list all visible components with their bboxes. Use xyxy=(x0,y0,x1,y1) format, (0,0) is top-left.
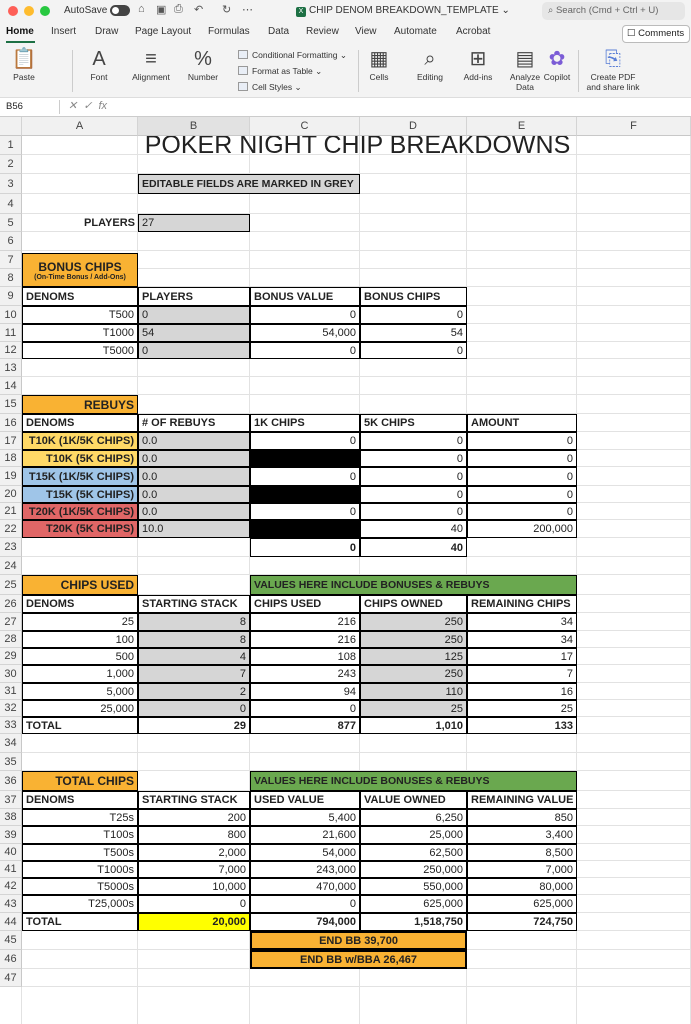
row-header-30[interactable]: 30 xyxy=(0,665,22,683)
row-header-44[interactable]: 44 xyxy=(0,913,22,931)
rebuy-cell[interactable]: 0 xyxy=(250,503,360,520)
total-chips-cell[interactable]: 243,000 xyxy=(250,861,360,878)
row-header-25[interactable]: 25 xyxy=(0,575,22,595)
total-chips-col-header[interactable]: STARTING STACK xyxy=(138,791,250,809)
rebuy-cell[interactable] xyxy=(250,450,360,467)
chips-used-note[interactable]: VALUES HERE INCLUDE BONUSES & REBUYS xyxy=(250,575,577,595)
chips-owned-input[interactable]: 250 xyxy=(360,613,467,631)
row-header-15[interactable]: 15 xyxy=(0,395,22,414)
total-chips-col-header[interactable]: REMAINING VALUE xyxy=(467,791,577,809)
comments-label: Comments xyxy=(638,28,685,39)
conditional-formatting-icon xyxy=(238,50,248,59)
column-header-f[interactable]: F xyxy=(577,117,691,136)
row-header-16[interactable]: 16 xyxy=(0,414,22,432)
gridline-horizontal xyxy=(22,752,691,753)
tab-formulas[interactable]: Formulas xyxy=(208,26,250,37)
chips-used-cell[interactable]: 108 xyxy=(250,648,360,665)
row-header-21[interactable]: 21 xyxy=(0,503,22,520)
cell-styles-icon xyxy=(238,82,248,91)
row-header-12[interactable]: 12 xyxy=(0,342,22,359)
maximize-window-button[interactable] xyxy=(40,6,50,16)
table-icon xyxy=(238,66,248,75)
comments-button[interactable] xyxy=(622,25,690,43)
bonus-cell[interactable]: 0 xyxy=(250,342,360,359)
rebuy-count-input[interactable]: 0.0 xyxy=(138,503,250,520)
row-header-37[interactable]: 37 xyxy=(0,791,22,809)
total-chips-cell[interactable]: T25s xyxy=(22,809,138,826)
ribbon-separator xyxy=(358,50,359,92)
total-chips-col-header[interactable]: DENOMS xyxy=(22,791,138,809)
analyze-data-button[interactable] xyxy=(506,46,544,92)
bonus-col-header[interactable]: DENOMS xyxy=(22,287,138,306)
row-header-19[interactable]: 19 xyxy=(0,467,22,486)
tab-insert[interactable]: Insert xyxy=(51,26,77,37)
total-chips-cell[interactable]: 625,000 xyxy=(360,895,467,913)
chips-used-cell[interactable]: 16 xyxy=(467,683,577,700)
rebuy-cell[interactable]: 0 xyxy=(250,467,360,486)
rebuy-cell[interactable]: 0 xyxy=(360,432,467,450)
tab-review[interactable]: Review xyxy=(306,26,339,37)
total-chips-total[interactable]: 724,750 xyxy=(467,913,577,931)
gridline-horizontal xyxy=(22,986,691,987)
total-chips-total[interactable]: 1,518,750 xyxy=(360,913,467,931)
alignment-label: Alignment xyxy=(132,72,170,82)
editing-label: Editing xyxy=(417,72,443,82)
copilot-label: Copilot xyxy=(543,72,571,82)
comment-icon: ☐ xyxy=(627,28,639,39)
row-header-38[interactable]: 38 xyxy=(0,809,22,826)
row-header-47[interactable]: 47 xyxy=(0,969,22,987)
rebuy-denom-label[interactable]: T15K (5K CHIPS) xyxy=(22,486,138,503)
number-label: Number xyxy=(187,72,219,82)
chips-used-cell[interactable]: 17 xyxy=(467,648,577,665)
row-header-28[interactable]: 28 xyxy=(0,631,22,648)
cells-icon: ▦ xyxy=(369,48,389,70)
paste-label: Paste xyxy=(13,72,35,82)
chips-owned-input[interactable]: 110 xyxy=(360,683,467,700)
row-header-33[interactable]: 33 xyxy=(0,717,22,734)
row-header-14[interactable]: 14 xyxy=(0,377,22,395)
chips-used-col-header[interactable]: REMAINING CHIPS xyxy=(467,595,577,613)
copilot-icon: ✿ xyxy=(548,48,566,70)
rebuy-cell[interactable]: 0 xyxy=(467,503,577,520)
chips-used-cell[interactable]: 7 xyxy=(467,665,577,683)
document-title-text: CHIP DENOM BREAKDOWN_TEMPLATE xyxy=(309,5,499,16)
row-header-4[interactable]: 4 xyxy=(0,194,22,214)
rebuy-count-input[interactable]: 0.0 xyxy=(138,467,250,486)
row-header-23[interactable]: 23 xyxy=(0,538,22,557)
chips-used-cell[interactable]: 34 xyxy=(467,631,577,648)
rebuy-cell[interactable] xyxy=(250,520,360,538)
rebuy-cell[interactable]: 0 xyxy=(360,467,467,486)
starting-stack-input[interactable]: 0 xyxy=(138,700,250,717)
rebuys-col-header[interactable]: AMOUNT xyxy=(467,414,577,432)
total-chips-cell[interactable]: 800 xyxy=(138,826,250,844)
row-header-42[interactable]: 42 xyxy=(0,878,22,895)
starting-stack-input[interactable]: 4 xyxy=(138,648,250,665)
analyze-data-icon: ▤ xyxy=(515,48,535,70)
total-chips-cell[interactable]: 0 xyxy=(138,895,250,913)
search-box[interactable] xyxy=(542,2,685,20)
rebuy-denom-label[interactable]: T20K (1K/5K CHIPS) xyxy=(22,503,138,520)
total-chips-col-header[interactable]: USED VALUE xyxy=(250,791,360,809)
magnifier-icon: ⌕ xyxy=(424,48,436,70)
bonus-cell[interactable]: 0 xyxy=(360,342,467,359)
bonus-col-header[interactable]: PLAYERS xyxy=(138,287,250,306)
close-window-button[interactable] xyxy=(8,6,18,16)
total-chips-cell[interactable]: 2,000 xyxy=(138,844,250,861)
rebuy-cell[interactable]: 0 xyxy=(250,432,360,450)
total-chips-cell[interactable]: 550,000 xyxy=(360,878,467,895)
fx-label: fx xyxy=(98,100,107,112)
bonus-chips-title: BONUS CHIPS xyxy=(38,259,122,274)
bonus-chips-header[interactable] xyxy=(22,253,138,287)
row-header-2[interactable]: 2 xyxy=(0,155,22,174)
total-chips-cell[interactable]: 200 xyxy=(138,809,250,826)
chips-used-total[interactable]: 133 xyxy=(467,717,577,734)
search-icon: ⌕ xyxy=(548,5,556,16)
cell-styles-label: Cell Styles xyxy=(252,82,293,92)
document-title[interactable]: X CHIP DENOM BREAKDOWN_TEMPLATE ⌄ xyxy=(296,5,510,17)
conditional-formatting-button[interactable]: Conditional Formatting ⌄ xyxy=(238,50,347,61)
chips-owned-input[interactable]: 250 xyxy=(360,665,467,683)
create-pdf-button[interactable] xyxy=(584,46,642,92)
chips-used-total[interactable]: 877 xyxy=(250,717,360,734)
rebuys-header[interactable]: REBUYS xyxy=(22,395,138,414)
row-header-5[interactable]: 5 xyxy=(0,214,22,232)
rebuy-cell[interactable]: 0 xyxy=(467,486,577,503)
add-ins-icon: ⊞ xyxy=(469,48,487,70)
total-chips-note[interactable]: VALUES HERE INCLUDE BONUSES & REBUYS xyxy=(250,771,577,791)
column-header-b[interactable]: B xyxy=(138,117,250,136)
chips-used-cell[interactable]: 25 xyxy=(467,700,577,717)
rebuys-col-header[interactable]: 5K CHIPS xyxy=(360,414,467,432)
chips-used-col-header[interactable]: CHIPS OWNED xyxy=(360,595,467,613)
column-header-e[interactable]: E xyxy=(467,117,577,136)
excel-icon: X xyxy=(296,7,306,17)
gridline-horizontal xyxy=(22,250,691,251)
total-chips-cell[interactable]: 850 xyxy=(467,809,577,826)
end-bb-with-bba-result[interactable]: END BB w/BBA 26,467 xyxy=(250,950,467,969)
row-header-36[interactable]: 36 xyxy=(0,771,22,791)
row-header-43[interactable]: 43 xyxy=(0,895,22,913)
number-button[interactable] xyxy=(184,46,222,82)
rebuy-count-input[interactable]: 0.0 xyxy=(138,486,250,503)
players-label[interactable]: PLAYERS xyxy=(84,217,135,229)
chips-used-cell[interactable]: 216 xyxy=(250,631,360,648)
percent-icon: % xyxy=(194,48,212,70)
bonus-cell[interactable]: 0 xyxy=(250,306,360,324)
rebuy-cell[interactable]: 200,000 xyxy=(467,520,577,538)
format-as-table-label: Format as Table xyxy=(252,66,313,76)
chips-used-total[interactable]: TOTAL xyxy=(22,717,138,734)
rebuy-count-input[interactable]: 0.0 xyxy=(138,450,250,467)
rebuys-col-header[interactable]: # OF REBUYS xyxy=(138,414,250,432)
chips-used-col-header[interactable]: STARTING STACK xyxy=(138,595,250,613)
total-chips-total[interactable]: 794,000 xyxy=(250,913,360,931)
sheet-title[interactable]: POKER NIGHT CHIP BREAKDOWNS xyxy=(144,136,571,155)
total-chips-cell[interactable]: 0 xyxy=(250,895,360,913)
tab-home[interactable]: Home xyxy=(6,26,34,37)
column-header-a[interactable]: A xyxy=(22,117,138,136)
total-chips-header[interactable]: TOTAL CHIPS xyxy=(22,771,138,791)
tab-view[interactable]: View xyxy=(355,26,377,37)
row-header-20[interactable]: 20 xyxy=(0,486,22,503)
ribbon-separator xyxy=(72,50,73,92)
chips-used-cell[interactable]: 500 xyxy=(22,648,138,665)
row-header-17[interactable]: 17 xyxy=(0,432,22,450)
bonus-col-header[interactable]: BONUS VALUE xyxy=(250,287,360,306)
chips-used-cell[interactable]: 94 xyxy=(250,683,360,700)
bonus-chips-subtitle: (On-Time Bonus / Add-Ons) xyxy=(34,273,126,281)
total-chips-cell[interactable]: 5,400 xyxy=(250,809,360,826)
bonus-cell[interactable]: T500 xyxy=(22,306,138,324)
chips-used-cell[interactable]: 1,000 xyxy=(22,665,138,683)
chips-owned-input[interactable]: 25 xyxy=(360,700,467,717)
total-chips-cell[interactable]: T500s xyxy=(22,844,138,861)
row-header-40[interactable]: 40 xyxy=(0,844,22,861)
chips-used-cell[interactable]: 100 xyxy=(22,631,138,648)
column-header-d[interactable]: D xyxy=(360,117,467,136)
minimize-window-button[interactable] xyxy=(24,6,34,16)
row-header-45[interactable]: 45 xyxy=(0,931,22,950)
font-button[interactable] xyxy=(82,46,116,82)
total-chips-cell[interactable]: T5000s xyxy=(22,878,138,895)
total-chips-cell[interactable]: 8,500 xyxy=(467,844,577,861)
row-header-29[interactable]: 29 xyxy=(0,648,22,665)
rebuy-denom-label[interactable]: T20K (5K CHIPS) xyxy=(22,520,138,538)
row-header-3[interactable]: 3 xyxy=(0,174,22,194)
rebuy-cell[interactable]: 0 xyxy=(467,467,577,486)
bonus-cell[interactable]: 54,000 xyxy=(250,324,360,342)
name-box[interactable]: B56 xyxy=(2,100,60,114)
chips-used-cell[interactable]: 216 xyxy=(250,613,360,631)
bonus-cell[interactable]: T1000 xyxy=(22,324,138,342)
row-header-7[interactable]: 7 xyxy=(0,251,22,269)
row-header-46[interactable]: 46 xyxy=(0,950,22,969)
rebuys-total-5k[interactable]: 40 xyxy=(360,538,467,557)
rebuy-count-input[interactable]: 10.0 xyxy=(138,520,250,538)
total-chips-cell[interactable]: 25,000 xyxy=(360,826,467,844)
row-header-13[interactable]: 13 xyxy=(0,359,22,377)
tab-draw[interactable]: Draw xyxy=(95,26,119,37)
row-header-10[interactable]: 10 xyxy=(0,306,22,324)
end-bb-result[interactable]: END BB 39,700 xyxy=(250,931,467,950)
rebuy-denom-label[interactable]: T15K (1K/5K CHIPS) xyxy=(22,467,138,486)
row-header-24[interactable]: 24 xyxy=(0,557,22,575)
chips-owned-input[interactable]: 250 xyxy=(360,631,467,648)
row-header-41[interactable]: 41 xyxy=(0,861,22,878)
total-chips-col-header[interactable]: VALUE OWNED xyxy=(360,791,467,809)
bonus-col-header[interactable]: BONUS CHIPS xyxy=(360,287,467,306)
editable-fields-note[interactable]: EDITABLE FIELDS ARE MARKED IN GREY xyxy=(138,174,360,194)
home-icon[interactable]: ⌂ xyxy=(138,3,145,15)
chips-used-cell[interactable]: 0 xyxy=(250,700,360,717)
clipboard-icon: 📋 xyxy=(11,48,37,70)
chips-used-col-header[interactable]: DENOMS xyxy=(22,595,138,613)
cells-button[interactable] xyxy=(364,46,394,82)
row-header-31[interactable]: 31 xyxy=(0,683,22,700)
add-ins-button[interactable] xyxy=(460,46,496,82)
row-header-8[interactable]: 8 xyxy=(0,269,22,287)
row-header-11[interactable]: 11 xyxy=(0,324,22,342)
search-placeholder: Search (Cmd + Ctrl + U) xyxy=(555,5,659,16)
save-icon[interactable]: ▣ xyxy=(156,4,167,16)
total-chips-cell[interactable]: 250,000 xyxy=(360,861,467,878)
total-chips-cell[interactable]: 625,000 xyxy=(467,895,577,913)
row-header-6[interactable]: 6 xyxy=(0,232,22,251)
rebuy-cell[interactable] xyxy=(250,486,360,503)
cells-label: Cells xyxy=(369,72,389,82)
rebuys-col-header[interactable]: DENOMS xyxy=(22,414,138,432)
function-icon[interactable] xyxy=(68,99,107,112)
column-header-c[interactable]: C xyxy=(250,117,360,136)
starting-stack-input[interactable]: 7 xyxy=(138,665,250,683)
row-header-26[interactable]: 26 xyxy=(0,595,22,613)
tab-page-layout[interactable]: Page Layout xyxy=(135,26,192,37)
chips-used-cell[interactable]: 25 xyxy=(22,613,138,631)
tab-data[interactable]: Data xyxy=(268,26,290,37)
rebuy-cell[interactable]: 0 xyxy=(467,450,577,467)
confirm-icon[interactable]: ✓ xyxy=(83,100,93,112)
active-tab-indicator xyxy=(6,41,35,43)
chips-used-total[interactable]: 29 xyxy=(138,717,250,734)
ribbon-separator xyxy=(578,50,579,92)
row-header-18[interactable]: 18 xyxy=(0,450,22,467)
total-chips-cell[interactable]: 80,000 xyxy=(467,878,577,895)
rebuy-cell[interactable]: 0 xyxy=(467,432,577,450)
more-icon[interactable]: ⋯ xyxy=(242,4,253,16)
total-chips-cell[interactable]: 62,500 xyxy=(360,844,467,861)
total-chips-cell[interactable]: 6,250 xyxy=(360,809,467,826)
chips-used-total[interactable]: 1,010 xyxy=(360,717,467,734)
rebuy-cell[interactable]: 40 xyxy=(360,520,467,538)
row-header-9[interactable]: 9 xyxy=(0,287,22,306)
bonus-players-input[interactable]: 0 xyxy=(138,306,250,324)
rebuy-count-input[interactable]: 0.0 xyxy=(138,432,250,450)
starting-stack-input[interactable]: 8 xyxy=(138,613,250,631)
redo-icon[interactable]: ↻ xyxy=(222,4,232,16)
undo-icon[interactable]: ↶ xyxy=(194,4,204,16)
format-as-table-button[interactable]: Format as Table ⌄ xyxy=(238,66,322,77)
bonus-players-input[interactable]: 54 xyxy=(138,324,250,342)
alignment-button[interactable] xyxy=(128,46,174,82)
tab-automate[interactable]: Automate xyxy=(394,26,437,37)
row-header-27[interactable]: 27 xyxy=(0,613,22,631)
chips-used-cell[interactable]: 5,000 xyxy=(22,683,138,700)
row-header-1[interactable]: 1 xyxy=(0,136,22,155)
total-chips-total[interactable]: 20,000 xyxy=(138,913,250,931)
chips-used-header[interactable]: CHIPS USED xyxy=(22,575,138,595)
row-header-32[interactable]: 32 xyxy=(0,700,22,717)
pdf-icon: ⎘ xyxy=(605,48,621,70)
print-icon[interactable]: ⎙ xyxy=(174,3,183,15)
ribbon-tabs xyxy=(0,22,691,44)
font-label: Font xyxy=(90,72,108,82)
row-header-35[interactable]: 35 xyxy=(0,753,22,771)
add-ins-label: Add-ins xyxy=(463,72,493,82)
bonus-cell[interactable]: 54 xyxy=(360,324,467,342)
players-input[interactable]: 27 xyxy=(138,214,250,232)
analyze-data-label: Analyze Data xyxy=(509,72,541,92)
rebuy-cell[interactable]: 0 xyxy=(360,486,467,503)
total-chips-cell[interactable]: 21,600 xyxy=(250,826,360,844)
chips-used-cell[interactable]: 243 xyxy=(250,665,360,683)
spreadsheet-grid[interactable] xyxy=(0,117,691,1024)
rebuy-cell[interactable]: 0 xyxy=(360,503,467,520)
font-icon: A xyxy=(92,48,106,70)
gridline-horizontal xyxy=(22,376,691,377)
paste-button[interactable] xyxy=(6,46,42,82)
total-chips-cell[interactable]: 470,000 xyxy=(250,878,360,895)
row-header-39[interactable]: 39 xyxy=(0,826,22,844)
select-all-corner[interactable] xyxy=(0,117,22,136)
cancel-icon[interactable]: ✕ xyxy=(68,100,78,112)
rebuy-cell[interactable]: 0 xyxy=(360,450,467,467)
total-chips-cell[interactable]: T25,000s xyxy=(22,895,138,913)
alignment-icon: ≡ xyxy=(145,48,157,70)
rebuys-total-1k[interactable]: 0 xyxy=(250,538,360,557)
title-bar xyxy=(0,0,691,22)
starting-stack-input[interactable]: 8 xyxy=(138,631,250,648)
rebuy-denom-label[interactable]: T10K (1K/5K CHIPS) xyxy=(22,432,138,450)
row-header-22[interactable]: 22 xyxy=(0,520,22,538)
total-chips-cell[interactable]: 10,000 xyxy=(138,878,250,895)
autosave-toggle[interactable] xyxy=(110,5,130,16)
rebuy-denom-label[interactable]: T10K (5K CHIPS) xyxy=(22,450,138,467)
total-chips-cell[interactable]: T100s xyxy=(22,826,138,844)
bonus-cell[interactable]: T5000 xyxy=(22,342,138,359)
total-chips-cell[interactable]: 7,000 xyxy=(138,861,250,878)
autosave-label: AutoSave xyxy=(64,5,108,16)
conditional-formatting-label: Conditional Formatting xyxy=(252,50,338,60)
total-chips-total[interactable]: TOTAL xyxy=(22,913,138,931)
copilot-button[interactable] xyxy=(542,46,572,82)
chips-used-cell[interactable]: 25,000 xyxy=(22,700,138,717)
ribbon xyxy=(0,44,691,98)
bonus-players-input[interactable]: 0 xyxy=(138,342,250,359)
create-pdf-label: Create PDF and share link xyxy=(586,72,640,92)
chips-used-col-header[interactable]: CHIPS USED xyxy=(250,595,360,613)
tab-acrobat[interactable]: Acrobat xyxy=(456,26,491,37)
total-chips-cell[interactable]: T1000s xyxy=(22,861,138,878)
row-header-34[interactable]: 34 xyxy=(0,734,22,753)
chips-used-cell[interactable]: 34 xyxy=(467,613,577,631)
total-chips-cell[interactable]: 3,400 xyxy=(467,826,577,844)
starting-stack-input[interactable]: 2 xyxy=(138,683,250,700)
bonus-cell[interactable]: 0 xyxy=(360,306,467,324)
total-chips-cell[interactable]: 7,000 xyxy=(467,861,577,878)
cell-styles-button[interactable]: Cell Styles ⌄ xyxy=(238,82,302,93)
rebuys-col-header[interactable]: 1K CHIPS xyxy=(250,414,360,432)
editing-button[interactable] xyxy=(412,46,448,82)
formula-bar xyxy=(0,98,691,117)
chips-owned-input[interactable]: 125 xyxy=(360,648,467,665)
total-chips-cell[interactable]: 54,000 xyxy=(250,844,360,861)
